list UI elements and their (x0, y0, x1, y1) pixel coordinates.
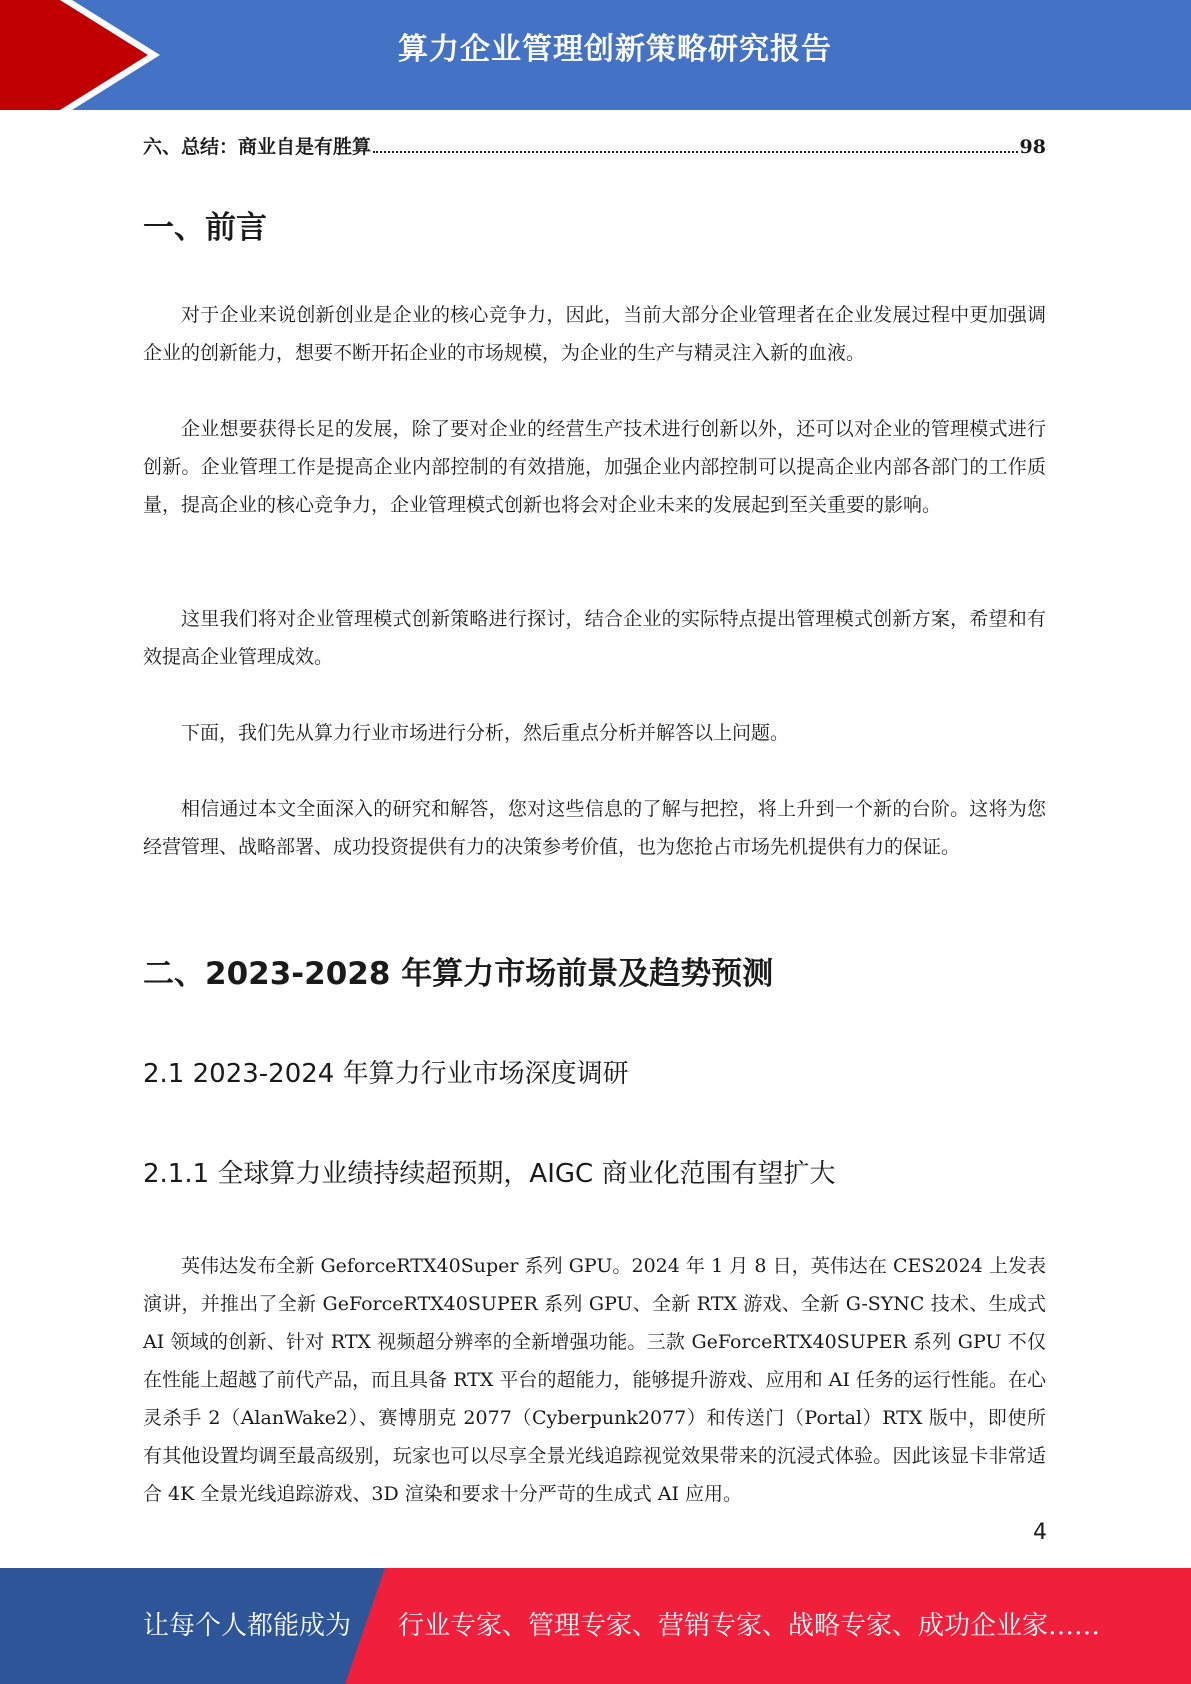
preface-paragraph: 相信通过本文全面深入的研究和解答，您对这些信息的了解与把控，将上升到一个新的台阶。这将为您经营管理、战略部署、成功投资提供有力的决策参考价值，也为您抢占市场先机提供有力的保证。 (143, 798, 1046, 858)
preface-paragraph: 这里我们将对企业管理模式创新策略进行探讨，结合企业的实际特点提出管理模式创新方案，希望和有效提高企业管理成效。 (143, 608, 1046, 668)
preface-paragraph: 对于企业来说创新创业是企业的核心竞争力，因此，当前大部分企业管理者在企业发展过程中更加强调企业的创新能力，想要不断开拓企业的市场规模，为企业的生产与精灵注入新的血液。 (143, 304, 1046, 364)
toc-dot-leader (373, 151, 1018, 153)
preface-paragraph: 企业想要获得长足的发展，除了要对企业的经营生产技术进行创新以外，还可以对企业的管理模式进行创新。企业管理工作是提高企业内部控制的有效措施，加强企业内部控制可以提高企业内部各部门的工作质量，提高企业的核心竞争力，企业管理模式创新也将会对企业未来的发展起到至关重要的影响。 (143, 418, 1046, 516)
header-title: 算力企业管理创新策略研究报告 (398, 32, 832, 67)
body-paragraph: 英伟达发布全新 GeforceRTX40Super 系列 GPU。2024 年 1 月 8 日，英伟达在 CES2024 上发表演讲，并推出了全新 GeForceRTX40SUPER 系列 GPU、全新 RTX 游戏、全新 G-SYNC 技术、生成式 AI 领域的创新、针对 RTX 视频超分辨率的全新增强功能。三款 GeForceRTX40SUPER 系列 GPU 不仅在性能上超越了前代产品，而且具备 RTX 平台的超能力，能够提升游戏、应用和 AI 任务的运行性能。在心灵杀手 2（AlanWake2）、赛博朋克 2077（Cyberpunk2077）和传送门（Portal）RTX 版中，即使所有其他设置均调至最高级别，玩家也可以尽享全景光线追踪视觉效果带来的沉浸式体验。因此该显卡非常适合 4K 全景光线追踪游戏、3D 渲染和要求十分严苛的生成式 AI 应用。 (143, 1255, 1046, 1505)
footer-slogan-left: 让每个人都能成为 (143, 1611, 352, 1641)
subsection-heading-2-1-1: 2.1.1 全球算力业绩持续超预期，AIGC 商业化范围有望扩大 (143, 1159, 836, 1189)
footer-slogan-right: 行业专家、管理专家、营销专家、战略专家、成功企业家…… (398, 1611, 1101, 1641)
page-number: 4 (1033, 1520, 1047, 1545)
page-footer (0, 1568, 1191, 1684)
page-header (0, 0, 1191, 110)
subsection-heading-2-1: 2.1 2023-2024 年算力行业市场深度调研 (143, 1059, 629, 1089)
preface-paragraph: 下面，我们先从算力行业市场进行分析，然后重点分析并解答以上问题。 (181, 722, 790, 744)
toc-entry-label: 六、总结：商业自是有胜算 (143, 136, 372, 158)
toc-entry-page: 98 (1019, 136, 1046, 158)
toc-entry[interactable] (143, 132, 1046, 159)
section-heading-preface: 一、前言 (143, 210, 267, 246)
section-heading-market-forecast: 二、2023-2028 年算力市场前景及趋势预测 (143, 956, 774, 992)
